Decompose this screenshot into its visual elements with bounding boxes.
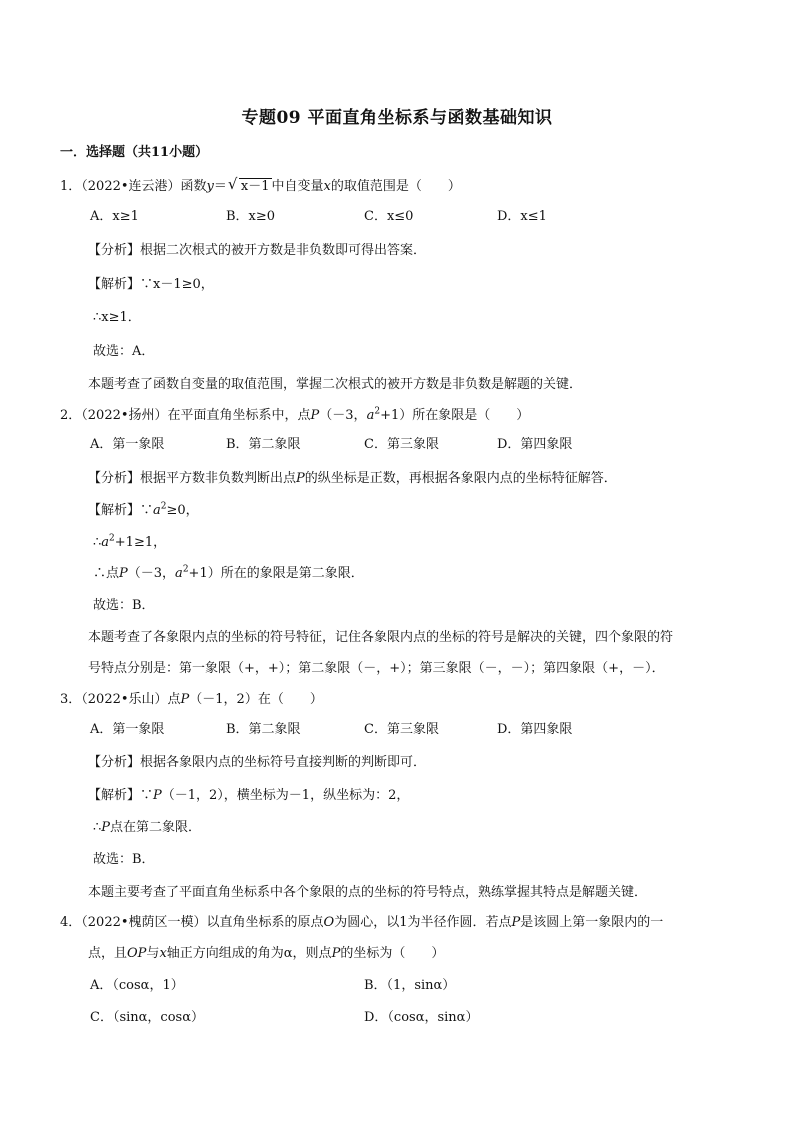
sqrt-icon: √ <box>227 175 238 193</box>
q2-analysis-var-p: P <box>296 471 305 486</box>
q2-solution-line2 <box>93 533 166 553</box>
q2-var-a: a <box>366 408 375 423</box>
q1-analysis: 【分析】根据二次根式的被开方数是非负数即可得出答案． <box>88 243 427 258</box>
q4-stem-line2 <box>88 944 444 964</box>
q4-var-x: x <box>159 946 167 961</box>
q3-solution <box>88 786 409 806</box>
q2-analysis <box>88 469 617 489</box>
q2-line3-var-p: P <box>119 566 128 581</box>
q1-var-y: y <box>206 179 214 194</box>
q2-option-a: A．第一象限 <box>90 437 165 452</box>
q1-radicand: x－1 <box>240 179 270 194</box>
q3-stem-rest: （－1，2）在（ ） <box>189 692 323 707</box>
q3-solution-line2 <box>93 818 201 838</box>
q2-option-d: D．第四象限 <box>497 437 573 452</box>
q1-option-a: A．x≥1 <box>90 209 139 224</box>
q2-solution-exponent: 2 <box>160 501 167 512</box>
q4-stem2-b: 与 <box>146 946 160 961</box>
q1-equals: ＝ <box>213 179 227 194</box>
q3-solution-a: 【解析】∵ <box>88 788 154 803</box>
q1-stem-end: 的取值范围是（ ） <box>330 179 461 194</box>
q4-var-o: O <box>323 915 335 930</box>
q1-stem-mid: 中自变量 <box>271 179 324 194</box>
q3-stem <box>60 690 323 710</box>
q1-answer: 故选：A． <box>93 344 155 359</box>
q1-comment: 本题考查了函数自变量的取值范围，掌握二次根式的被开方数是非负数是解题的关键． <box>88 377 583 392</box>
q2-option-c: C．第三象限 <box>364 437 439 452</box>
q2-exponent: 2 <box>374 406 381 417</box>
q2-line3-var-a: a <box>175 566 183 581</box>
q3-answer: 故选：B． <box>93 852 155 867</box>
q2-line3-b: （－3， <box>127 566 176 581</box>
q4-stem2-c: 轴正方向组成的角为α，则点 <box>166 946 332 961</box>
q1-option-c: C．x≤0 <box>364 209 414 224</box>
section-heading: 一．选择题（共11小题） <box>60 145 209 160</box>
q1-option-d: D．x≤1 <box>497 209 547 224</box>
q2-coord-b: +1）所在象限是（ ） <box>380 408 530 423</box>
q2-answer: 故选：B． <box>93 598 155 613</box>
q1-solution: 【解析】∵x－1≥0， <box>88 277 214 292</box>
q3-solution-b: （－1，2），横坐标为－1，纵坐标为：2， <box>161 788 410 803</box>
q1-var-x: x <box>323 179 331 194</box>
q3-option-b: B．第二象限 <box>226 722 301 737</box>
q4-option-c: C．（sinα，cosα） <box>90 1010 204 1025</box>
q2-stem-prefix: 2．（2022•扬州）在平面直角坐标系中，点 <box>60 408 311 423</box>
q4-stem2-d: 的坐标为（ ） <box>340 946 445 961</box>
q2-line2-exponent: 2 <box>109 533 115 544</box>
q3-line2-rest: 点在第二象限． <box>110 820 202 835</box>
q2-line2-therefore: ∴ <box>93 535 102 550</box>
q3-var-p: P <box>180 692 190 707</box>
q4-stem-c: 是该圆上第一象限内的一 <box>520 915 664 930</box>
q2-solution <box>88 501 199 521</box>
q4-option-a: A．（cosα，1） <box>90 978 184 993</box>
q2-solution-line3 <box>93 564 364 584</box>
q4-stem-b: 为圆心，以1为半径作圆．若点 <box>334 915 512 930</box>
q2-solution-var-a: a <box>153 503 161 518</box>
q3-option-c: C．第三象限 <box>364 722 439 737</box>
q4-var-op: OP <box>127 946 147 961</box>
q2-stem <box>60 406 529 426</box>
q2-option-b: B．第二象限 <box>226 437 301 452</box>
q3-line2-var-p: P <box>101 820 111 835</box>
q4-stem2-var-p: P <box>331 946 341 961</box>
q2-comment-line1: 本题考查了各象限内点的坐标的符号特征，记住各象限内点的坐标的符号是解决的关键，四个象限的符 <box>88 630 674 645</box>
q1-stem <box>60 177 461 197</box>
q4-option-d: D．（cosα，sinα） <box>364 1010 479 1025</box>
q2-line3-c: +1）所在的象限是第二象限． <box>188 566 364 581</box>
q3-solution-var-p: P <box>153 788 162 803</box>
q2-line3-exponent: 2 <box>182 564 189 575</box>
q4-stem-a: 4．（2022•槐荫区一模）以直角坐标系的原点 <box>60 915 324 930</box>
q2-analysis-a: 【分析】根据平方数非负数判断出点 <box>88 471 297 486</box>
q2-solution-a: 【解析】∵ <box>88 503 154 518</box>
q1-stem-prefix: 1．（2022•连云港）函数 <box>60 179 207 194</box>
q2-line2-rest: +1≥1， <box>114 535 167 550</box>
q2-analysis-b: 的纵坐标是正数，再根据各象限内点的坐标特征解答． <box>304 471 617 486</box>
q3-option-a: A．第一象限 <box>90 722 165 737</box>
page-title: 专题09 平面直角坐标系与函数基础知识 <box>241 108 553 128</box>
q4-stem2-a: 点，且 <box>88 946 128 961</box>
q2-var-p: P <box>310 408 320 423</box>
q2-solution-b: ≥0， <box>166 503 199 518</box>
q3-option-d: D．第四象限 <box>497 722 573 737</box>
q1-option-b: B．x≥0 <box>226 209 276 224</box>
q3-comment: 本题主要考查了平面直角坐标系中各个象限的点的坐标的符号特点，熟练掌握其特点是解题关键． <box>88 885 648 900</box>
q3-stem-prefix: 3．（2022•乐山）点 <box>60 692 181 707</box>
q2-comment-line2: 号特点分别是：第一象限（+，+）；第二象限（－，+）；第三象限（－，－）；第四象限（+，－）． <box>88 661 665 676</box>
q2-coord-a: （－3， <box>319 408 367 423</box>
q2-line2-var-a: a <box>101 535 110 550</box>
q4-option-b: B．（1，sinα） <box>364 978 456 993</box>
q1-sqrt <box>228 177 272 197</box>
q3-analysis: 【分析】根据各象限内点的坐标符号直接判断的判断即可． <box>88 755 427 770</box>
q4-stem-line1 <box>60 913 663 933</box>
q1-solution-line2: ∴x≥1． <box>93 310 141 325</box>
q4-var-p: P <box>511 915 521 930</box>
q3-line2-therefore: ∴ <box>93 820 102 835</box>
q2-line3-a: ∴点 <box>93 566 120 581</box>
